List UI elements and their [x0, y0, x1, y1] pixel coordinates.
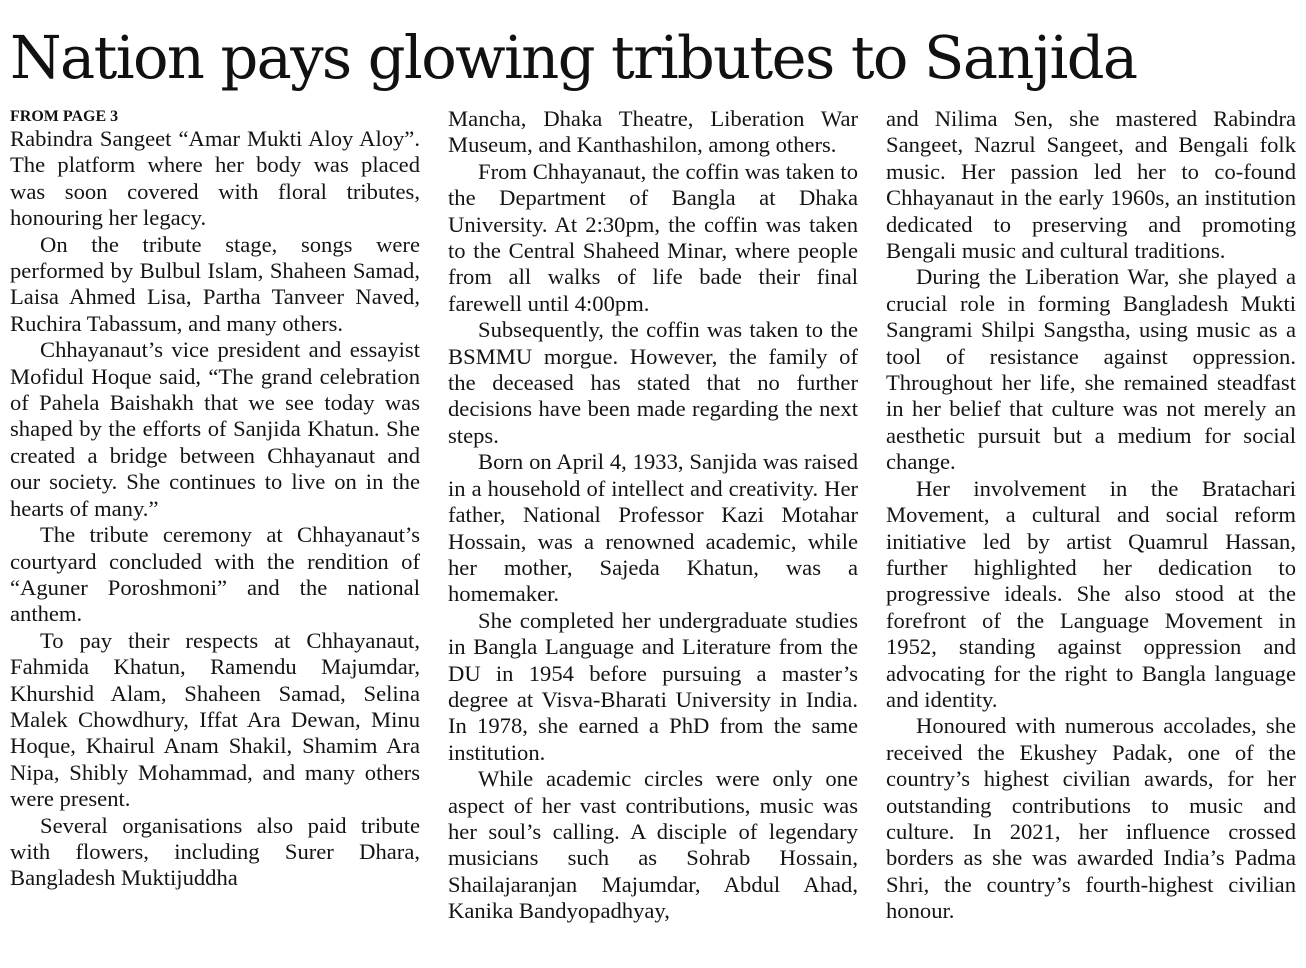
paragraph: Rabindra Sangeet “Amar Mukti Aloy Aloy”. The platform where her body was placed was soon covered with floral tributes, honouring her legacy. [10, 126, 420, 231]
column-1 [10, 106, 420, 956]
paragraph: Born on April 4, 1933, Sanjida was raised in a household of intellect and creativity. Her father, National Professor Kazi Motahar Hossain, was a renowned academic, while her mother, Sajeda Khatun, was a homemaker. [448, 449, 858, 607]
paragraph: While academic circles were only one aspect of her vast contributions, music was her soul’s calling. A disciple of legendary musicians such as Sohrab Hossain, Shailajaranjan Majumdar, Abdul Ahad, Kanika Bandyopadhyay, [448, 766, 858, 924]
paragraph: Chhayanaut’s vice president and essayist Mofidul Hoque said, “The grand celebration of Pahela Baishakh that we see today was shaped by the efforts of Sanjida Khatun. She created a bridge between Chhayanaut and our society. She continues to live on in the hearts of many.” [10, 337, 420, 521]
paragraph: and Nilima Sen, she mastered Rabindra Sangeet, Nazrul Sangeet, and Bengali folk music. Her passion led her to co-found Chhayanaut in the early 1960s, an institution dedicated to preserving and promoting Bengali music and cultural traditions. [886, 106, 1296, 264]
paragraph: During the Liberation War, she played a crucial role in forming Bangladesh Mukti Sangrami Shilpi Sangstha, using music as a tool of resistance against oppression. Throughout her life, she remained steadfast in her belief that culture was not merely an aesthetic pursuit but a medium for social change. [886, 264, 1296, 475]
headline: Nation pays glowing tributes to Sanjida [10, 23, 1137, 92]
column-2 [448, 106, 858, 956]
paragraph: To pay their respects at Chhayanaut, Fahmida Khatun, Ramendu Majumdar, Khurshid Alam, Shaheen Samad, Selina Malek Chowdhury, Iffat Ara Dewan, Minu Hoque, Khairul Anam Shakil, Shamim Ara Nipa, Shibly Mohammad, and many others were present. [10, 627, 420, 812]
paragraph: Mancha, Dhaka Theatre, Liberation War Museum, and Kanthashilon, among others. [448, 106, 858, 158]
paragraph: Several organisations also paid tribute with flowers, including Surer Dhara, Bangladesh Muktijuddha [10, 812, 420, 891]
paragraph: Her involvement in the Bratachari Movement, a cultural and social reform initiative led by artist Quamrul Hassan, further highlighted her dedication to progressive ideals. She also stood at the forefront of the Language Movement in 1952, standing against oppression and advocating for the right to Bangla language and identity. [886, 475, 1296, 712]
article-body [10, 106, 1296, 956]
paragraph: On the tribute stage, songs were performed by Bulbul Islam, Shaheen Samad, Laisa Ahmed Lisa, Partha Tanveer Naved, Ruchira Tabassum, and many others. [10, 231, 420, 336]
paragraph: The tribute ceremony at Chhayanaut’s courtyard concluded with the rendition of “Aguner Poroshmoni” and the national anthem. [10, 522, 420, 627]
paragraph: Honoured with numerous accolades, she received the Ekushey Padak, one of the country’s highest civilian awards, for her outstanding contributions to music and culture. In 2021, her influence crossed borders as she was awarded India’s Padma Shri, the country’s fourth-highest civilian honour. [886, 713, 1296, 924]
paragraph: From Chhayanaut, the coffin was taken to the Department of Bangla at Dhaka University. At 2:30pm, the coffin was taken to the Central Shaheed Minar, where people from all walks of life bade their final farewell until 4:00pm. [448, 158, 858, 316]
column-3 [886, 106, 1296, 956]
paragraph: Subsequently, the coffin was taken to the BSMMU morgue. However, the family of the deceased has stated that no further decisions have been made regarding the next steps. [448, 317, 858, 448]
paragraph: She completed her undergraduate studies in Bangla Language and Literature from the DU in 1954 before pursuing a master’s degree at Visva-Bharati University in India. In 1978, she earned a PhD from the same institution. [448, 607, 858, 765]
continuation-kicker: FROM PAGE 3 [10, 108, 119, 125]
